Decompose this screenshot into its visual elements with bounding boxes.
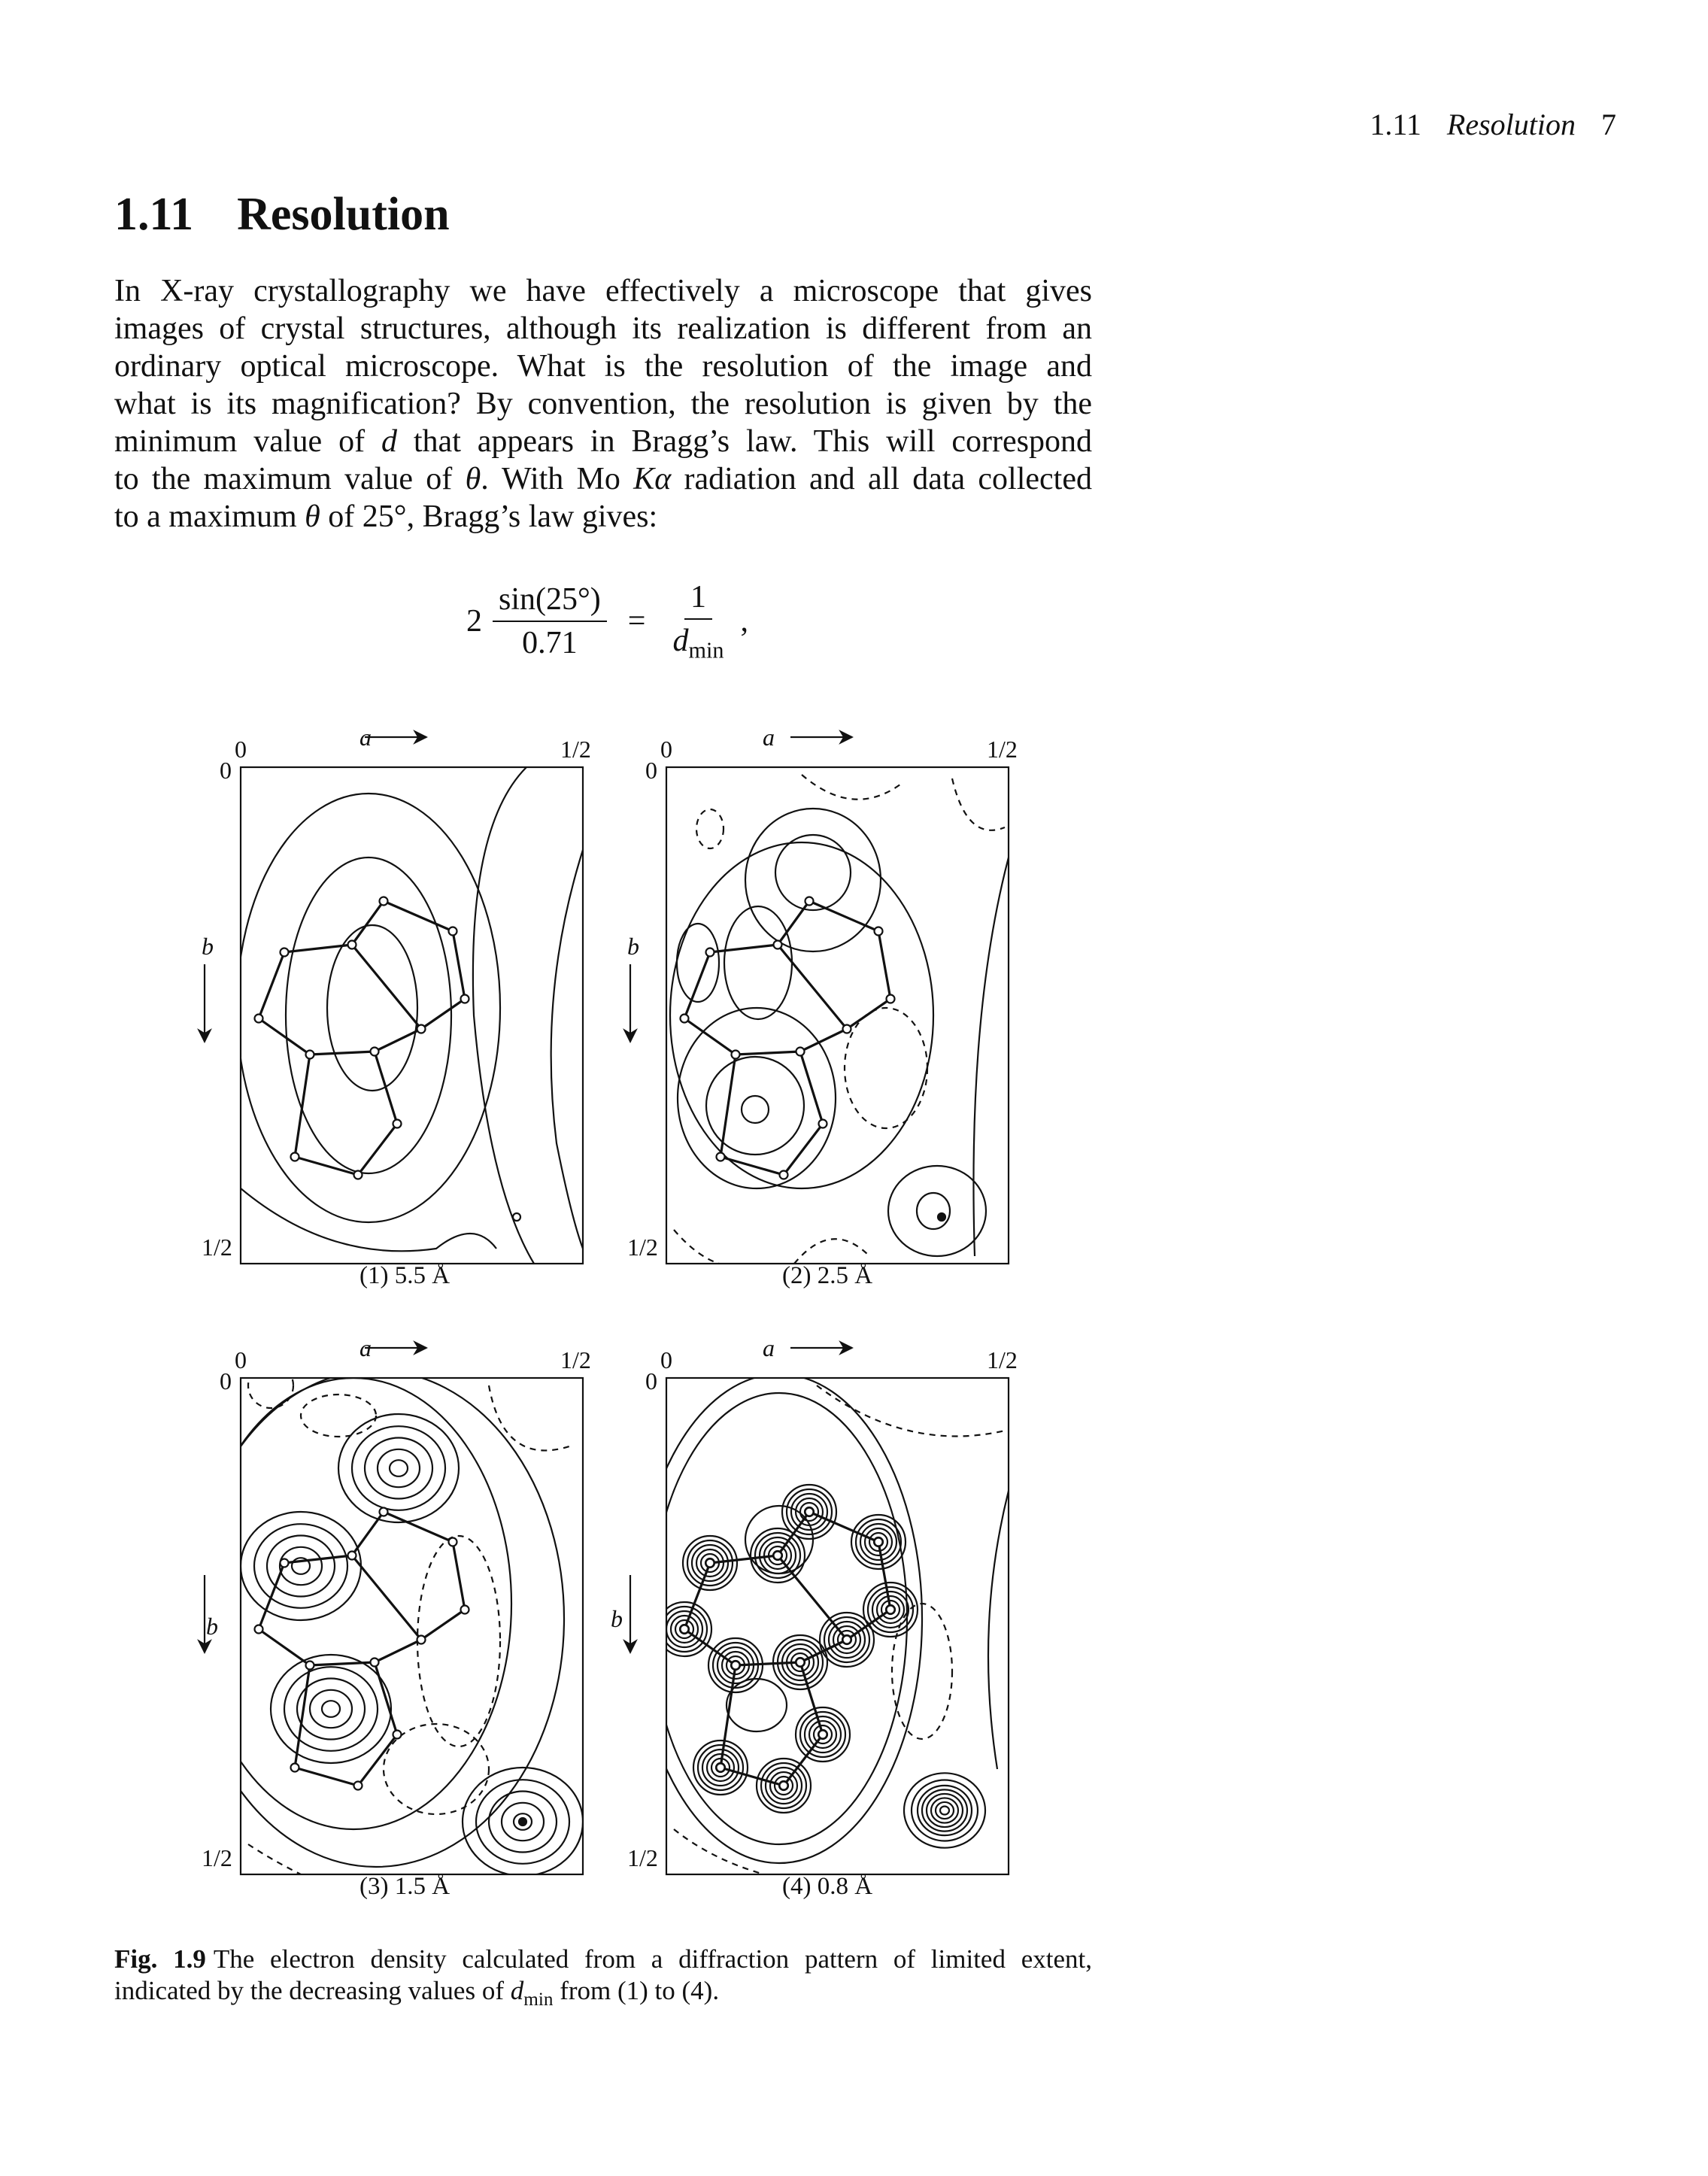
paragraph-line: what is its magnification? By convention, the resolution is given by the [114, 387, 1092, 421]
panel-frame [241, 767, 583, 1264]
variable-d: d [381, 424, 397, 459]
atom-marker [681, 1015, 689, 1023]
atom-marker [732, 1662, 740, 1670]
density-contour [551, 850, 583, 1249]
molecule-bond [295, 1157, 358, 1175]
atom-marker [306, 1051, 314, 1059]
atom-marker [706, 1559, 714, 1568]
atom-marker [706, 948, 714, 957]
atom-marker [717, 1764, 725, 1772]
density-panel-1 [205, 737, 583, 1264]
molecule-bond [259, 952, 284, 1018]
atom-marker [732, 1051, 740, 1059]
density-contour [922, 1789, 967, 1831]
atom-marker [371, 1048, 379, 1056]
subscript-min: min [688, 637, 724, 663]
atom-marker [354, 1782, 363, 1790]
atom-marker [393, 1731, 402, 1739]
density-contour [267, 1536, 335, 1597]
molecule-bond [259, 1018, 310, 1055]
atom-marker [449, 927, 457, 936]
density-contour [973, 857, 1009, 1256]
density-contour [745, 809, 881, 951]
molecule-bond [800, 1029, 847, 1052]
caption-text: The electron density calculated from a diffraction pattern of limited extent, [213, 1944, 1092, 1974]
negative-contour [489, 1385, 572, 1450]
atom-marker [348, 941, 356, 949]
equation-numerator: sin(25°) [493, 581, 607, 622]
molecule-bond [847, 999, 890, 1029]
atom-marker [875, 927, 883, 936]
panel-label-1: (1) 5.5 Å [359, 1262, 451, 1289]
density-contour [352, 1426, 445, 1510]
text-run: to a maximum [114, 499, 305, 534]
text-run: that appears in Bragg’s law. This will correspond [396, 424, 1092, 459]
figure-caption [114, 1944, 1092, 2016]
variable-k: K [633, 462, 655, 496]
density-peak [519, 1818, 526, 1825]
axis-zero-left: 0 [645, 1367, 657, 1395]
density-contour [904, 1773, 985, 1847]
paragraph-line: In X-ray crystallography we have effectively a microscope that gives [114, 274, 1092, 308]
molecule-bond [352, 1512, 384, 1555]
axis-half-left: 1/2 [202, 1844, 232, 1871]
section-number: 1.11 [114, 189, 194, 240]
density-contour [271, 1655, 391, 1763]
atom-marker [354, 1171, 363, 1179]
atom-marker [681, 1625, 689, 1634]
atom-marker [774, 1552, 782, 1560]
density-contour [390, 1460, 408, 1476]
atom-marker [255, 1625, 263, 1634]
molecule-bond [375, 1640, 421, 1662]
panel-contours [636, 1374, 1009, 1874]
axis-a-label: a [763, 724, 775, 751]
variable-theta: θ [305, 499, 320, 534]
density-contour [254, 1524, 347, 1608]
text-run: of 25°, Bragg’s law gives: [320, 499, 658, 534]
atom-marker [281, 1559, 289, 1568]
axis-a-label: a [763, 1334, 775, 1361]
atom-marker [255, 1015, 263, 1023]
atom-marker [819, 1731, 827, 1739]
molecule-bond [310, 1052, 375, 1055]
caption-text: from (1) to (4). [553, 1976, 720, 2005]
molecule-bond [375, 1052, 397, 1124]
atom-marker [371, 1659, 379, 1667]
atom-marker [887, 995, 895, 1003]
atom-marker [780, 1171, 788, 1179]
axis-b-label: b [206, 1613, 218, 1640]
atom-marker [819, 1120, 827, 1128]
density-contour [241, 1512, 361, 1620]
axis-zero-top: 0 [660, 1346, 672, 1373]
text-run: radiation and all data collected [671, 462, 1092, 496]
atom-marker [887, 1606, 895, 1614]
atom-marker [417, 1636, 426, 1644]
density-contour [988, 1491, 1009, 1769]
density-contour [742, 1096, 769, 1123]
molecule-bond [384, 1512, 453, 1542]
atom-marker [348, 1552, 356, 1560]
axis-b-label: b [611, 1605, 623, 1632]
atom-marker [291, 1153, 299, 1161]
molecule-bond [710, 1555, 778, 1563]
atom-marker [843, 1636, 851, 1644]
negative-contour [696, 809, 724, 848]
density-contour [338, 1414, 459, 1522]
running-head-section: 1.11 [1370, 108, 1421, 141]
atom-marker [796, 1048, 805, 1056]
atom-marker [306, 1662, 314, 1670]
panel-label-2: (2) 2.5 Å [782, 1262, 873, 1289]
axis-half-left: 1/2 [202, 1234, 232, 1261]
molecule-bond [421, 999, 465, 1029]
axis-half-top: 1/2 [987, 736, 1018, 763]
density-contour [918, 1786, 972, 1835]
negative-contour [817, 1385, 1005, 1437]
atom-marker [380, 897, 388, 906]
density-contour [936, 1802, 954, 1819]
density-panel-4 [630, 1348, 1009, 1874]
running-head-title: Resolution [1446, 108, 1576, 141]
page-number: 7 [1601, 108, 1616, 141]
atom-marker [805, 897, 814, 906]
equals-sign: = [627, 604, 646, 639]
text-run: to the maximum value of [114, 462, 466, 496]
molecule-bond [295, 1055, 310, 1157]
atom-marker [875, 1538, 883, 1546]
atom-marker [380, 1508, 388, 1516]
atom-marker [281, 948, 289, 957]
atom-marker [393, 1120, 402, 1128]
atom-marker [461, 995, 469, 1003]
atom-marker [780, 1782, 788, 1790]
negative-contour [301, 1395, 376, 1437]
molecule-bond [259, 1563, 284, 1629]
density-contour [917, 1193, 950, 1229]
molecule-bond [778, 1555, 847, 1640]
atom-marker [417, 1025, 426, 1033]
variable-d: d [510, 1976, 524, 2005]
molecule-bond [721, 1157, 784, 1175]
density-contour [322, 1701, 340, 1717]
axis-half-top: 1/2 [987, 1346, 1018, 1373]
figure-label: Fig. 1.9 [114, 1944, 206, 1974]
panel-frame [666, 767, 1009, 1264]
atom-marker [449, 1538, 457, 1546]
density-contour [378, 1449, 420, 1487]
molecule-bond [736, 1662, 800, 1665]
density-contour [706, 1057, 804, 1155]
molecule-bond [352, 901, 384, 945]
molecule-bond [352, 945, 421, 1029]
density-contour [310, 1690, 352, 1728]
text-run: minimum value of [114, 424, 381, 459]
density-contour [678, 1008, 836, 1188]
density-peak [513, 1213, 520, 1221]
molecule-bond [352, 1555, 421, 1640]
density-contour [365, 1438, 432, 1499]
negative-contour [845, 1008, 927, 1128]
molecule-bond [736, 1052, 800, 1055]
atom-marker [796, 1659, 805, 1667]
density-contour [286, 857, 451, 1173]
molecule-bond [684, 952, 710, 1018]
caption-line [114, 1975, 1092, 2016]
axis-half-top: 1/2 [560, 736, 591, 763]
density-contour [927, 1794, 963, 1827]
axis-a-label: a [359, 724, 372, 751]
axis-zero-left: 0 [220, 757, 232, 784]
negative-contour [248, 1844, 301, 1874]
molecule-bond [259, 1629, 310, 1665]
density-contour [670, 842, 933, 1188]
variable-alpha: α [654, 462, 672, 496]
density-peak [938, 1213, 945, 1221]
negative-contour [674, 1230, 719, 1264]
axis-half-top: 1/2 [560, 1346, 591, 1373]
density-contour [727, 1679, 787, 1731]
axis-half-left: 1/2 [627, 1844, 658, 1871]
caption-line [114, 1944, 1092, 1975]
axis-zero-left: 0 [645, 757, 657, 784]
molecule-bond [453, 1542, 465, 1610]
text-run: . With Mo [481, 462, 634, 496]
atom-marker [843, 1025, 851, 1033]
molecule-bond [453, 931, 465, 999]
molecule-bond [710, 945, 778, 952]
molecule-bond [684, 1018, 736, 1055]
equation-rhs-numerator: 1 [684, 579, 712, 620]
panel-label-3: (3) 1.5 Å [359, 1873, 451, 1900]
variable-theta: θ [465, 462, 481, 496]
density-contour [940, 1806, 949, 1814]
subscript-min: min [523, 1989, 554, 2010]
molecule-bond [809, 901, 878, 931]
molecule-bond [295, 1768, 358, 1786]
molecule-bond [684, 1563, 710, 1629]
panel-frame [666, 1378, 1009, 1874]
molecule-bond [721, 1665, 736, 1768]
axis-half-left: 1/2 [627, 1234, 658, 1261]
equation-coefficient: 2 [466, 604, 482, 639]
axis-zero-left: 0 [220, 1367, 232, 1395]
negative-contour [794, 1239, 869, 1264]
density-panel-3 [188, 1348, 583, 1876]
axis-zero-top: 0 [235, 736, 247, 763]
panel-label-4: (4) 0.8 Å [782, 1873, 873, 1900]
section-title: Resolution [237, 189, 450, 240]
equation-denominator: 0.71 [522, 626, 578, 661]
atom-marker [774, 941, 782, 949]
axis-b-label: b [627, 933, 639, 960]
axis-zero-top: 0 [660, 736, 672, 763]
negative-contour [417, 1536, 500, 1747]
panel-contours [188, 1363, 583, 1876]
molecule-bond [684, 1629, 736, 1665]
atom-marker [461, 1606, 469, 1614]
molecule-bond [421, 1610, 465, 1640]
negative-contour [674, 1829, 764, 1874]
axis-zero-top: 0 [235, 1346, 247, 1373]
molecule-bond [878, 1542, 890, 1610]
axis-a-label: a [359, 1334, 372, 1361]
density-contour [241, 1188, 496, 1251]
axis-b-label: b [202, 933, 214, 960]
paragraph-line: ordinary optical microscope. What is the resolution of the image and [114, 349, 1092, 384]
variable-d: d [672, 624, 689, 658]
paragraph-line: images of crystal structures, although its realization is different from an [114, 311, 1092, 346]
atom-marker [805, 1508, 814, 1516]
density-contour [677, 924, 719, 1002]
density-contour [473, 767, 534, 1264]
molecule-bond [384, 901, 453, 931]
negative-contour [952, 778, 1005, 830]
density-contour [888, 1166, 986, 1256]
caption-text: indicated by the decreasing values of [114, 1976, 511, 2005]
molecule-bond [375, 1662, 397, 1734]
equation-comma: , [740, 604, 749, 639]
negative-contour [802, 775, 903, 800]
density-panel-2 [630, 737, 1009, 1264]
molecule-bond [784, 1124, 823, 1175]
molecule-bond [784, 1734, 823, 1786]
atom-marker [291, 1764, 299, 1772]
molecule-bond [878, 931, 890, 999]
atom-marker [717, 1153, 725, 1161]
